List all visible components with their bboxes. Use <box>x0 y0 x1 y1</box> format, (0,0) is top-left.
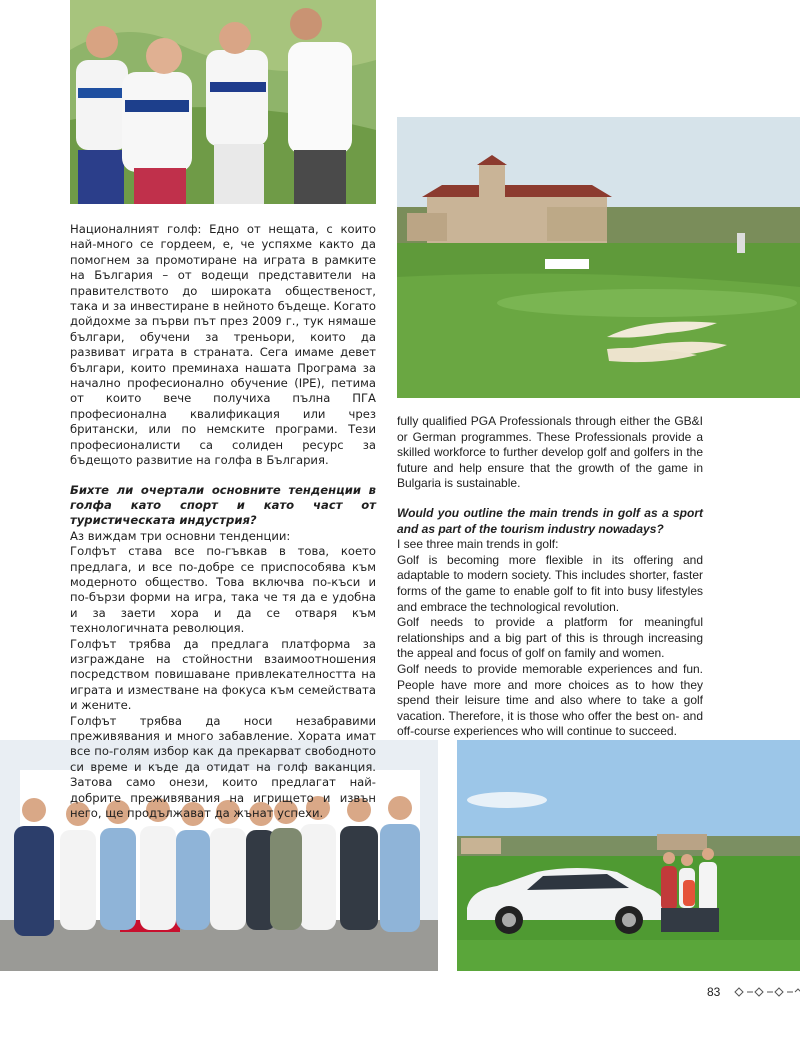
bg-paragraph-experiences: Голфът трябва да носи незабравими преживявания и много забавление. Хората имат все по-голям избор как да прекарват свободното си време и къде да отидат на голф ваканция. Затова само онези, които предлагат най-добрите преживявания на игрището и извън него, ще продължават да жънат успехи. <box>70 713 376 821</box>
en-paragraph-experiences: Golf needs to provide memorable experiences and fun. People have more and more choices as to how they spend their leisure time and also where to take a golf vacation. Therefore, it is those who offer the best on- and off-course experiences who will continue to succeed. <box>397 661 703 739</box>
english-article-column <box>397 414 703 740</box>
photo-golfers-handshake <box>70 0 376 204</box>
photo-clubhouse-course <box>397 117 800 398</box>
en-paragraph-flexible: Golf is becoming more flexible in its offering and adaptable to modern society. This includes shorter, faster forms of the game to enable golf to fit into busy lifestyles and embrace the technological revolution. <box>397 552 703 614</box>
en-paragraph-three-trends: I see three main trends in golf: <box>397 537 559 552</box>
bulgarian-article-column <box>70 222 376 821</box>
en-question-trends: Would you outline the main trends in golf as a sport and as part of the tourism industry nowadays? <box>397 505 703 536</box>
page-number: 83 <box>707 985 721 999</box>
bg-paragraph-platform: Голфът трябва да предлага платформа за изграждане на стойностни взаимоотношения посредством повишаване привлекателността на играта и изместване на фокуса към семействата и жените. <box>70 636 376 713</box>
en-paragraph-pga-professionals: fully qualified PGA Professionals through either the GB&I or German programmes. These Professionals provide a skilled workforce to further develop golf and golfers in the future and help ensure that the growth of the game in Bulgaria is sustainable. <box>397 414 703 491</box>
bg-question-trends: Бихте ли очертали основните тенденции в голфа като спорт и като част от туристическата индустрия? <box>70 482 376 528</box>
bg-paragraph-national-golf: Националният голф: Едно от нещата, с които най-много се гордеем, е, че успяхме както да помогнем за промотиране на играта в рамките на България – от водещи представители на правителството до широката общественост, така и за инвестиране в нейното бъдеще. Когато дойдохме за първи път през 2009 г., тук нямаше българи, обучени за треньори, които да развиват играта в страната. Сега имаме девет българи, които преминаха нашата Програма за начално професионално обучение (IPE), петима от които вече получиха пълна ПГА професионална квалификация или чрез британски, или по немските програми. Тези професионалисти са солиден ресурс за бъдещото развитие на голфа в България. <box>70 222 376 468</box>
en-paragraph-platform: Golf needs to provide a platform for meaningful relationships and a big part of this is through increasing the appeal and focus of golf on family and women. <box>397 615 703 661</box>
ornament-icon <box>733 986 800 998</box>
bg-paragraph-three-trends: Аз виждам три основни тенденции: <box>70 528 291 543</box>
photo-car-on-course <box>457 740 800 971</box>
bg-paragraph-flexible: Голфът става все по-гъвкав в това, което предлага, и все по-добре се приспособява към модерното общество. Това включва по-къси и по-бързи форми на игра, така че тя да е удобна и за заети хора и да се отваря към технологичната революция. <box>70 544 376 636</box>
